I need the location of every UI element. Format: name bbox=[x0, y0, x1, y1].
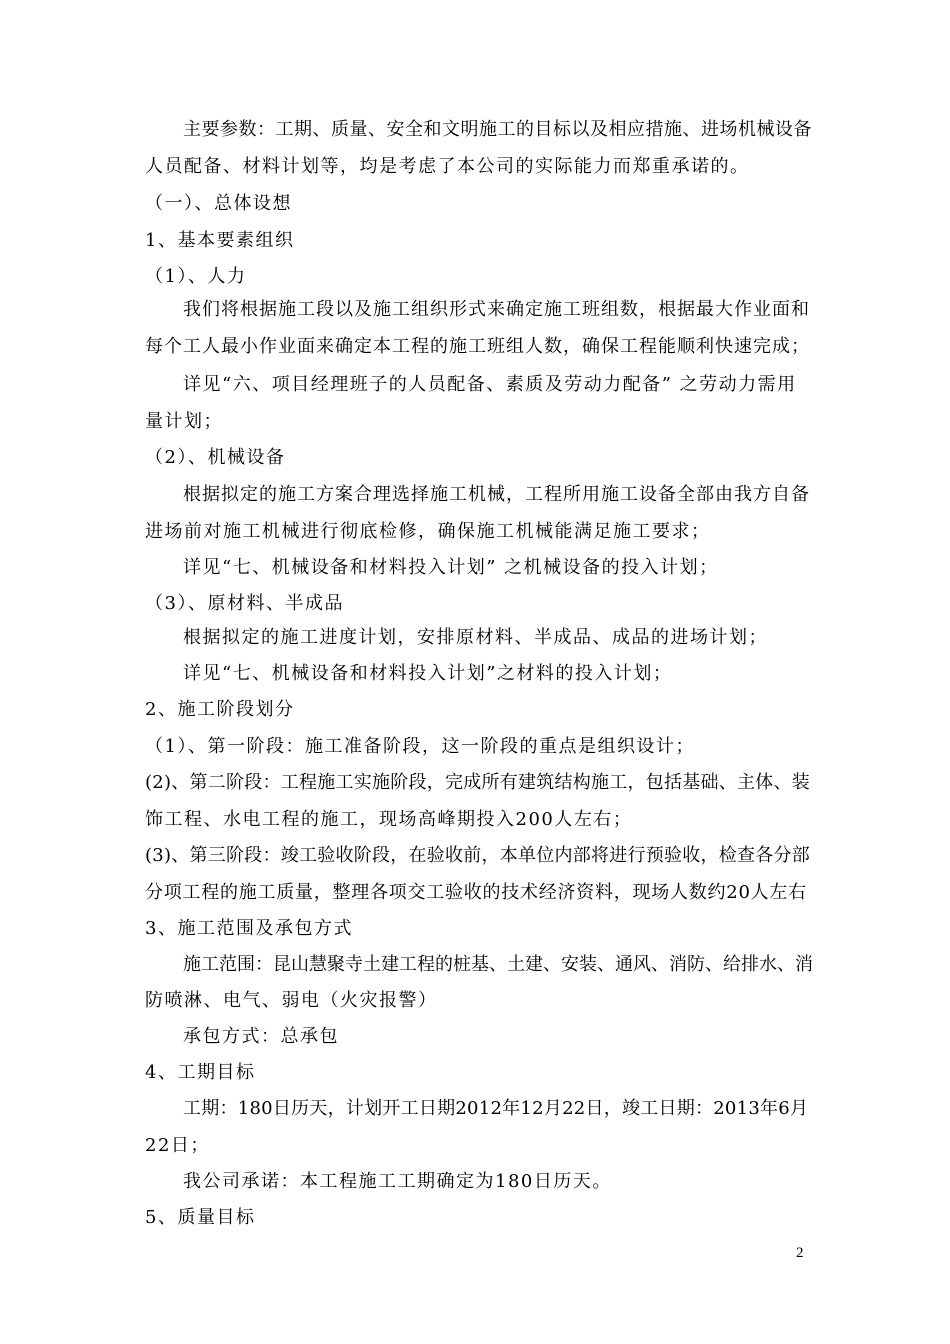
paragraph-line: 饰工程、水电工程的施工，现场高峰期投入200人左右； bbox=[145, 809, 633, 830]
paragraph-line: 人员配备、材料计划等，均是考虑了本公司的实际能力而郑重承诺的。 bbox=[145, 156, 750, 177]
paragraph-line: (3)、第三阶段：竣工验收阶段，在验收前，本单位内部将进行预验收，检查各分部 bbox=[145, 845, 810, 866]
paragraph-line: 分项工程的施工质量，整理各项交工验收的技术经济资料，现场人数约20人左右 bbox=[145, 882, 807, 903]
paragraph-line: 根据拟定的施工进度计划，安排原材料、半成品、成品的进场计划； bbox=[183, 627, 768, 648]
section-heading: （一）、总体设想 bbox=[145, 193, 292, 214]
paragraph-line: 我们将根据施工段以及施工组织形式来确定施工班组数，根据最大作业面和 bbox=[183, 299, 810, 320]
section-heading: 3、施工范围及承包方式 bbox=[145, 918, 353, 939]
subsection-heading: （1）、人力 bbox=[145, 266, 247, 287]
paragraph-line: 每个工人最小作业面来确定本工程的施工班组人数，确保工程能顺利快速完成； bbox=[145, 336, 810, 357]
paragraph-line: 详见“七、机械设备和材料投入计划”之材料的投入计划； bbox=[183, 663, 673, 684]
paragraph-line: 量计划； bbox=[145, 411, 223, 432]
paragraph-line: 主要参数：工期、质量、安全和文明施工的目标以及相应措施、进场机械设备 bbox=[183, 119, 812, 140]
paragraph-line: 施工范围：昆山慧聚寺土建工程的桩基、土建、安装、通风、消防、给排水、消 bbox=[183, 954, 813, 975]
section-heading: 5、质量目标 bbox=[145, 1207, 256, 1228]
paragraph-line: 详见“七、机械设备和材料投入计划” 之机械设备的投入计划； bbox=[183, 557, 719, 578]
paragraph-line: 22日； bbox=[145, 1135, 210, 1156]
subsection-heading: （2）、机械设备 bbox=[145, 447, 286, 468]
paragraph-line: 承包方式：总承包 bbox=[183, 1026, 339, 1047]
paragraph-line: 工期：180日历天，计划开工日期2012年12月22日，竣工日期：2013年6月 bbox=[183, 1098, 809, 1119]
paragraph-line: (2)、第二阶段：工程施工实施阶段，完成所有建筑结构施工，包括基础、主体、装 bbox=[145, 772, 810, 793]
paragraph-line: 详见“六、项目经理班子的人员配备、素质及劳动力配备” 之劳动力需用 bbox=[183, 374, 797, 395]
paragraph-line: 防喷淋、电气、弱电（火灾报警） bbox=[145, 990, 438, 1011]
paragraph-line: （1）、第一阶段：施工准备阶段，这一阶段的重点是组织设计； bbox=[145, 736, 695, 757]
section-heading: 4、工期目标 bbox=[145, 1062, 256, 1083]
page-number: 2 bbox=[796, 1245, 804, 1261]
section-heading: 2、施工阶段划分 bbox=[145, 699, 295, 720]
paragraph-line: 我公司承诺：本工程施工工期确定为180日历天。 bbox=[183, 1171, 612, 1192]
paragraph-line: 根据拟定的施工方案合理选择施工机械，工程所用施工设备全部由我方自备 bbox=[183, 484, 810, 505]
paragraph-line: 进场前对施工机械进行彻底检修，确保施工机械能满足施工要求； bbox=[145, 521, 711, 542]
subsection-heading: （3）、原材料、半成品 bbox=[145, 593, 344, 614]
section-heading: 1、基本要素组织 bbox=[145, 230, 295, 251]
